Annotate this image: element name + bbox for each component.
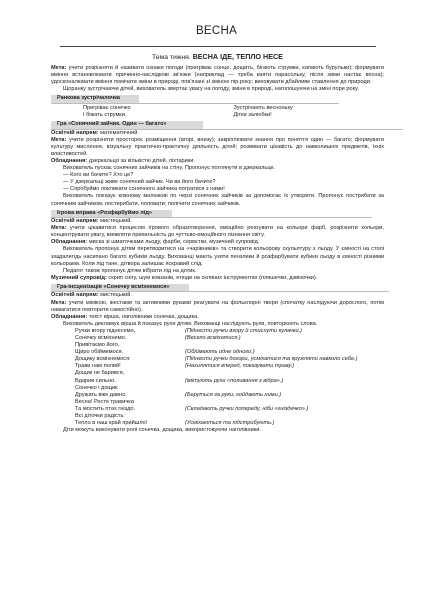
poem-row	[51, 349, 384, 356]
poem-line: Ручки вгору піднесемо,	[75, 327, 136, 334]
poem-row	[51, 406, 384, 413]
goal-label: Мета:	[51, 65, 67, 71]
field-value: мистецький.	[100, 218, 132, 225]
equipment-text: текст вірша, наголівники сонечка, дощика.	[88, 313, 199, 320]
goal-text: учити розрізняти й називати ознаки погоди (пригріває сонце, дощить, бігають струмки, капають бурульки); формувати вміння встановлювати причинно-наслідкові зв'язки (наприклад — треба взяти парасольку, після зими настає весна); удосконалювати вміння помічати зміни в природі, пов'язані зі зміною пір року; виховувати дбайливе ставлення до природи.	[51, 65, 384, 86]
poem-line: Трави нам полий!	[75, 363, 121, 370]
music-label: Музичний супровід:	[51, 274, 107, 281]
poem-action: (Обіймають одне одного.)	[185, 349, 255, 356]
poem-row	[51, 370, 384, 377]
greeting-poem-left	[83, 105, 234, 119]
intro-goal	[51, 65, 384, 86]
poem-line: Тепло в наш край прийшло!	[75, 420, 148, 427]
poem-line: Дружать вже давно.	[75, 391, 127, 398]
poem-action: (Весело всміхатися.)	[185, 335, 241, 341]
music-text: скрип снігу, шум ковзанів, етюди на скляних інструментах (пляшечки, дзвіночки).	[108, 274, 318, 281]
equipment-text: дзеркальця за кількістю дітей, ліхтарики.	[88, 157, 195, 164]
week-theme-title: ВЕСНА ІДЕ, ТЕПЛО НЕСЕ	[192, 52, 283, 61]
game3-goal	[51, 300, 384, 314]
poem-line: Та мостить птах гніздо.	[75, 405, 136, 412]
poem-line: Дітки залюбки!	[233, 111, 272, 118]
poem-row	[51, 385, 384, 392]
goal-label: Мета:	[51, 299, 67, 306]
section-title-game2: Ігрова вправа «Розфарбуймо лід»	[51, 210, 172, 218]
goal-text: учити мімікою, жестами та активними руками реагувати на фольклорні твори (спочатку наслідуючи дорослого, потім намагатися повторити самостійно).	[51, 299, 384, 313]
poem-line: Дощику всміхнемося:	[75, 356, 131, 363]
poem-line: Вдарив сильно.	[75, 377, 116, 384]
main-content	[51, 52, 384, 434]
poem-line: І біжать струмки.	[83, 111, 127, 118]
poem-action: (Піднести ручки догори, усміхатися та кружляти навколо себе.)	[185, 356, 358, 363]
goal-text: учити цікавитися процесом ігрового образотворення, емоційно реагувати на кольори фарб, розрізняти кольори, концентрувати увагу, виявляти прихильність до чуттєво-емоційного пізнання світу.	[51, 225, 384, 239]
poem-line: Сонечку всміхнемо.	[75, 335, 127, 341]
game3-closing: Діти можуть виконувати ролі сонечка, дощика, використовуючи наголівники.	[63, 427, 261, 434]
poem-line: Зустрічають весноньку	[233, 104, 293, 111]
goal-text: учити розрізняти простороє розміщення (вгорі, внизу); закріплювати знання про поняття один — багато; формувати культуру мислення, візуальну практично-практичну діяльність дітей; розвивати цікавість до навколишніх предметів, їхніх властивостей.	[51, 136, 384, 157]
equipment-label: Обладнання:	[51, 157, 88, 164]
greeting-poem	[51, 105, 384, 119]
poem-row	[51, 328, 384, 335]
poem-line: Дощик не барився,	[75, 370, 125, 377]
game1-line: — Кого ви бачите? Хто це?	[63, 172, 134, 179]
section-title-game1: Гра «Сонячний зайчик. Один — багато»	[51, 121, 203, 129]
page-title: ВЕСНА	[195, 25, 238, 37]
poem-row	[51, 399, 384, 406]
equipment-label: Обладнання:	[51, 239, 88, 246]
poem-action: (Усміхаються та підстрибують.)	[185, 420, 275, 427]
equipment-label: Обладнання:	[51, 313, 88, 320]
goal-label: Мета:	[51, 136, 67, 143]
poem-line: Весна! Росте травичка	[75, 398, 134, 405]
game2-goal	[51, 225, 384, 239]
poem-line: Щиро обіймемося.	[75, 349, 124, 356]
greeting-poem-right	[234, 105, 385, 119]
section-title-greeting: Ранкова зустрічалочка	[51, 95, 139, 103]
game2-paragraph: Педагог також пропонує дітям вібрати лід на дотик.	[63, 267, 197, 274]
poem-row	[51, 378, 384, 385]
field-label: Освітній напрям:	[51, 292, 99, 299]
game1-closing: Вихователь показує кожному малюкові по черзі сонячних зайчиків за допомогає їх утворити. Пропонує пострибати за сонячним зайчиком, постирибати, половати; полічити сонячних зайчиків.	[51, 193, 384, 207]
poem-action: (Нахилятися вперед, показувати траву.)	[185, 363, 295, 370]
poem-action: (Піднести ручки вгору й стиснути кулачки.)	[185, 327, 302, 334]
field-value: мистецький.	[100, 292, 132, 299]
poem-line: Пригріває сонечко	[83, 104, 131, 111]
poem-row	[51, 392, 384, 399]
week-theme	[51, 52, 384, 62]
game3-equipment	[51, 314, 384, 321]
game1-line: Вихователь пускає сонячних зайчиків на стіну. Пропонує поглянути в дзеркальце.	[63, 165, 276, 172]
field-value: математичний.	[100, 129, 139, 136]
week-theme-label: Тема тижня.	[152, 54, 191, 61]
game3-intro: Вихователь декламує вірша й показує рухи дітям. Вихованці наслідують рухи, повторюють слова.	[63, 320, 318, 327]
game1-field	[51, 130, 384, 137]
poem-row	[51, 363, 384, 370]
game2-equipment	[51, 239, 384, 246]
game1-equipment	[51, 158, 384, 165]
poem-row	[51, 420, 384, 427]
poem-line: Привітаємо його,	[75, 342, 120, 349]
game2-paragraph: Вихователь пропонує дітям перетворитися на «чарівників» та створити кольорову скульптуру з льоду. У ємності на столі заздалегідь насипано багато кубиків льоду. Вихованці мають узяти пензлики й розфарбувати кубики льоду в ємності різними кольорами. Коли лід тане, дітвора залишає яскравий слід.	[51, 246, 384, 267]
poem-line: Всі діточки радість:	[75, 413, 125, 420]
field-label: Освітній напрям:	[51, 129, 99, 136]
game1-line: — У дзеркальці живе сонячний зайчик. Чи ви його бачите?	[63, 179, 216, 186]
poem-action: (Беруться за руки, гойдають ними.)	[185, 391, 282, 398]
game2-music	[51, 275, 384, 282]
poem-action: (Складають ручки попереду, ніби «гніздечко».)	[185, 405, 309, 412]
poem-line: Сонечко і дощик	[75, 384, 118, 391]
game1-line: — Спробуймо покликати сонячного зайчика погратися з нами!	[63, 186, 225, 193]
intro-paragraph: Щоранку зустрічаючи дітей, вихователь звертає увагу на погоду, зміни в природі, наголошуючи на зміні пори року.	[63, 86, 359, 93]
game1-goal	[51, 137, 384, 158]
game3-poem	[51, 328, 384, 427]
game3-field	[51, 292, 384, 299]
section-title-game3: Гра-інсценізація «Сонечку всміхнемося»	[51, 284, 189, 292]
goal-label: Мета:	[51, 225, 67, 232]
poem-action: (імітують рухи «поливання з відра».)	[185, 377, 284, 384]
equipment-text: миска зі шматочками льоду, фарби, сервєтки, музичний супровід.	[88, 239, 260, 246]
header-divider	[60, 46, 376, 47]
field-label: Освітній напрям:	[51, 218, 99, 225]
